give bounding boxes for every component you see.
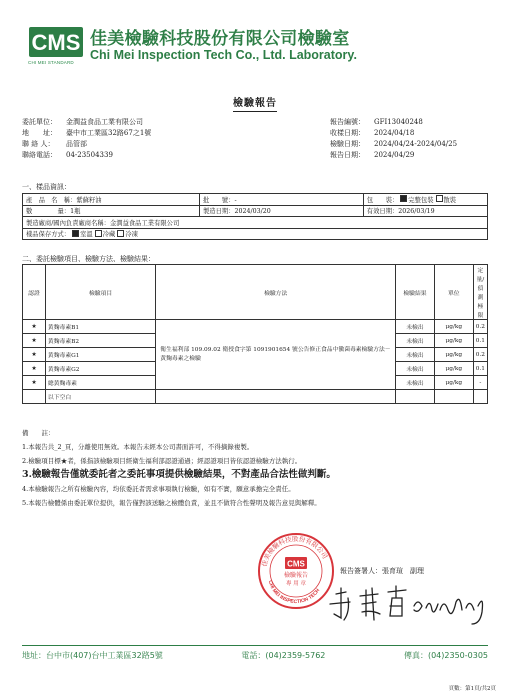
product-name-value: 紫蘇籽油 [76,196,102,204]
report-no-value: GFI13040248 [374,118,423,126]
row-unit: μg/kg [434,348,473,362]
cms-logo-icon [28,22,84,64]
client-address-value: 臺中市工業區32路67之1號 [66,129,152,137]
row-loq: 0.1 [473,334,487,348]
remark-line: 1.本報告共_2_頁，分離使用無效。本報告未經本公司書面許可，不得摘錄複製。 [22,443,254,451]
col-unit: 單位 [434,265,473,320]
sample-info-table [22,193,488,240]
remark-line: 2.檢驗項目標★者，係指該檢驗項目經衛生福利部認證通過；經認證項目皆依認證檢驗方法執行。 [22,457,302,465]
received-date-value: 2024/04/18 [374,129,415,137]
results-section-title: 二、委託檢驗項目、檢驗方法、檢驗結果： [22,255,155,263]
svg-text:CMS: CMS [287,559,305,569]
row-item: 總黃麴毒素 [45,376,155,390]
client-address-label: 地 址： [22,129,57,137]
row-item: 黃麴毒素B1 [45,320,155,334]
col-loq: 定量/偵測極限 [473,265,487,320]
exp-date-value: 2026/03/19 [398,208,435,216]
row-cert: ★ [23,320,46,334]
row-result: 未檢出 [396,320,435,334]
col-cert: 認證 [23,265,46,320]
report-title: 檢驗報告 [0,94,510,112]
qty-label: 數 量： [26,208,71,216]
storage-frozen-checkbox [117,230,124,237]
test-date-label: 檢驗日期： [330,140,365,148]
maker-value: 金潤益食品工業有限公司 [109,219,180,227]
storage-room-temp-label: 室溫 [80,231,93,239]
row-item: 黃麴毒素G2 [45,362,155,376]
row-loq: - [473,376,487,390]
method-cell: 衛生福利部 109.09.02 衛授食字第 1091901654 號公告修正食品中黴菌毒素檢驗方法－黃麴毒素之檢驗 [156,320,396,390]
row-item: 黃麴毒素B2 [45,334,155,348]
row-cert: ★ [23,334,46,348]
issue-date-label: 報告日期： [330,151,365,159]
test-date-value: 2024/04/24-2024/04/25 [374,140,458,148]
row-result: 未檢出 [396,348,435,362]
client-contact-label: 聯 絡 人： [22,140,55,148]
footer [22,650,488,661]
row-unit: μg/kg [434,320,473,334]
remarks-title: 備 註： [22,429,55,437]
col-result: 檢驗結果 [396,265,435,320]
product-name-label: 產 品 名 稱： [26,196,77,204]
row-cert: ★ [23,348,46,362]
row-item: 黃麴毒素G1 [45,348,155,362]
row-result: 未檢出 [396,334,435,348]
footer-divider [22,645,488,646]
issue-date-value: 2024/04/29 [374,151,415,159]
client-unit-value: 金潤益食品工業有限公司 [66,118,143,126]
row-result: 未檢出 [396,376,435,390]
pack-bulk-label: 散裝 [443,196,457,204]
pack-complete-checkbox [400,195,407,202]
remark-line: 5.本報告檢體係由委託單位提供，報告僅對該送驗之檢體負責，並且不做符合性聲明及報告意見與解釋。 [22,499,321,507]
report-meta [330,117,457,161]
svg-text:佳美檢驗科技股份有限公司: 佳美檢驗科技股份有限公司 [260,534,329,568]
handwritten-signature [322,580,492,628]
maker-label: 製造廠商/國內負責廠商名稱： [26,219,110,227]
table-row [23,320,488,334]
storage-refrigerated-label: 冷藏 [102,231,116,239]
results-table [22,264,488,404]
pack-label: 包 裝： [366,196,399,204]
col-method: 檢驗方法 [156,265,396,320]
row-loq: 0.2 [473,320,487,334]
row-loq: 0.1 [473,362,487,376]
pack-bulk-checkbox [436,195,443,202]
blank-note: 以下空白 [45,390,155,404]
row-cert: ★ [23,376,46,390]
remark-line: 4.本檢驗報告之所有檢驗內容，均依委託者需求事項執行檢驗，如有不實，願意承擔完全責任。 [22,485,295,493]
client-contact-value: 品管部 [66,140,87,148]
batch-value: - [234,196,237,204]
svg-text:CMS: CMS [31,30,81,55]
row-unit: μg/kg [434,334,473,348]
row-loq: 0.2 [473,348,487,362]
row-result: 未檢出 [396,362,435,376]
footer-fax: 傳真：(04)2350-0305 [403,651,488,660]
pack-complete-label: 完整包裝 [408,196,434,204]
qty-value: 1瓶 [70,208,81,216]
remark-line: 3.檢驗報告僅就委託者之委託事項提供檢驗結果，不對產品合法性做判斷。 [22,469,336,480]
company-name-en: Chi Mei Inspection Tech Co., Ltd. Laboratory. [90,48,357,62]
mfg-date-label: 製造日期： [203,208,235,216]
storage-label: 樣品保存方式： [26,231,71,239]
logo-subtitle: CHI MEI STANDARD [28,60,74,65]
sample-section-title: 一、樣品資訊： [22,183,71,191]
mfg-date-value: 2024/03/20 [234,208,271,216]
footer-phone: 電話：(04)2359-5762 [241,651,326,660]
storage-room-temp-checkbox [72,230,79,237]
client-unit-label: 委託單位： [22,118,57,126]
table-row [23,390,488,404]
signatory-label: 報告簽署人：張育瑄 副理 [340,567,424,575]
row-unit: μg/kg [434,362,473,376]
svg-text:專 用 章: 專 用 章 [286,581,306,587]
company-name-zh: 佳美檢驗科技股份有限公司檢驗室 [90,29,350,49]
row-cert: ★ [23,362,46,376]
client-phone-label: 聯絡電話： [22,151,57,159]
report-no-label: 報告編號： [330,118,365,126]
col-item: 檢驗項目 [45,265,155,320]
page-number: 頁數：第1頁/共2頁 [448,686,496,692]
remarks [22,426,336,510]
client-phone-value: 04-23504339 [66,151,113,159]
svg-text:CHI MEI INSPECTION TECH: CHI MEI INSPECTION TECH [266,579,322,606]
exp-date-label: 有效日期： [366,208,399,216]
received-date-label: 收樣日期： [330,129,365,137]
batch-label: 批 號： [203,196,235,204]
storage-frozen-label: 冷凍 [125,231,138,239]
row-unit: μg/kg [434,376,473,390]
client-info [22,117,151,161]
svg-text:檢驗報告: 檢驗報告 [283,572,309,579]
footer-address: 地址：台中市(407)台中工業區32路5號 [22,651,163,660]
storage-refrigerated-checkbox [95,230,102,237]
